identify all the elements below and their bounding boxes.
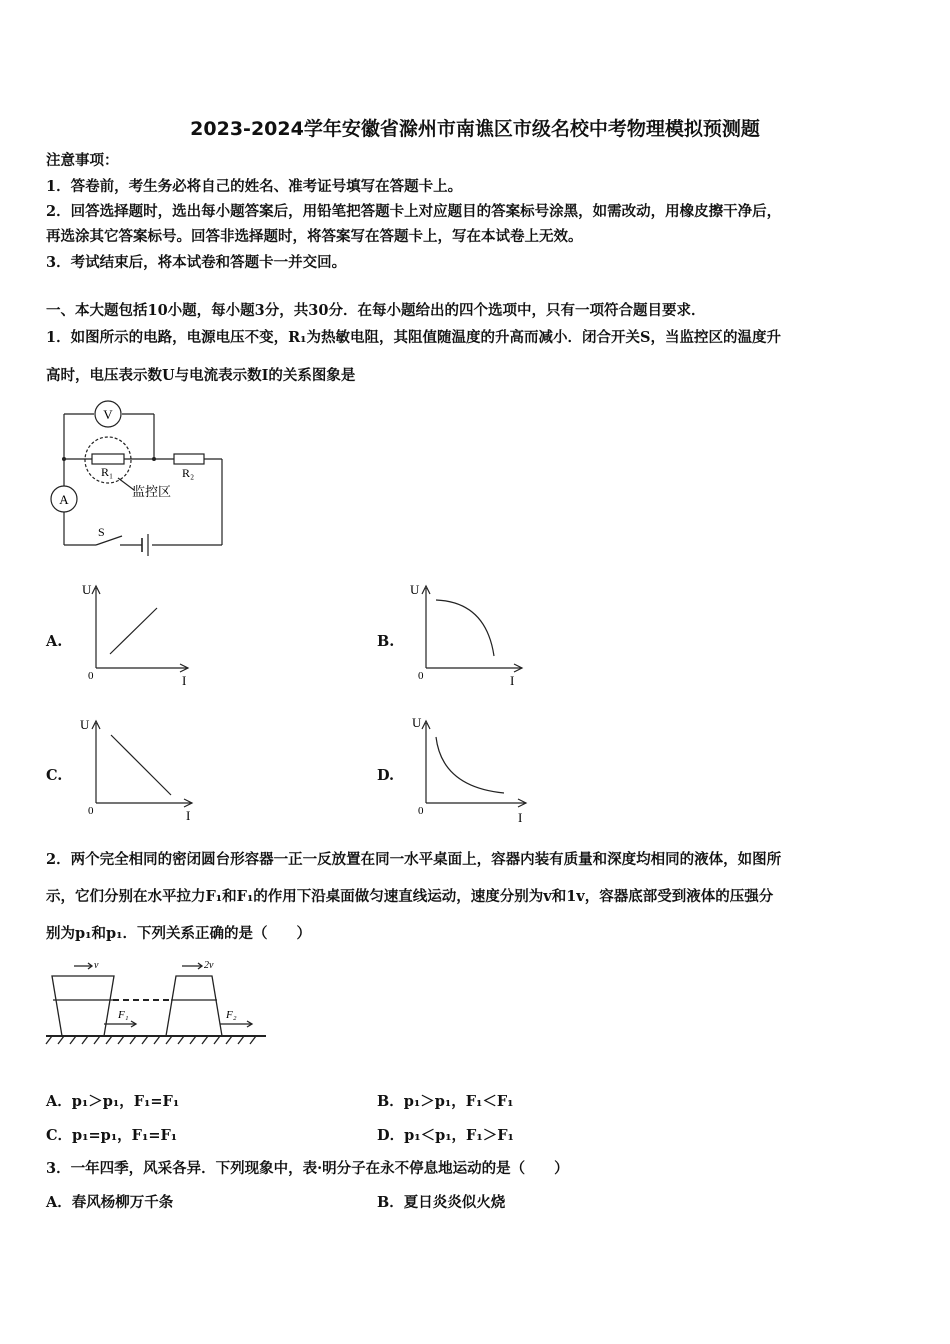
q1-graph-a [78,578,198,690]
q1-option-b[interactable]: B. [377,633,395,650]
q1-graph-d [408,713,538,825]
axis-origin-label: 0 [88,805,94,817]
axis-i-label: I [510,673,515,688]
velocity-2v-label: 2v [204,960,214,971]
section-heading: 一、本大题包括10小题，每小题3分，共30分．在每小题给出的四个选项中，只有一项符合题目要求． [46,302,706,319]
axis-origin-label: 0 [88,670,94,682]
axis-u-label: U [82,582,92,597]
q3-option-a[interactable]: A．春风杨柳万千条 [46,1194,174,1211]
q1-option-a[interactable]: A. [46,633,63,650]
axis-origin-label: 0 [418,805,424,817]
q2-option-a[interactable]: A．p₁＞p₁，F₁=F₁ [46,1093,180,1110]
notice-item: 2．回答选择题时，选出每小题答案后，用铅笔把答题卡上对应题目的答案标号涂黑，如需改动，用橡皮擦干净后， [46,203,782,220]
axis-origin-label: 0 [418,670,424,682]
q1-text: 高时，电压表示数U与电流表示数I的关系图象是 [46,367,356,384]
axis-i-label: I [182,673,187,688]
r2-label: R₂ [182,466,195,480]
voltmeter-label: V [103,407,113,422]
q2-text: 2．两个完全相同的密闭圆台形容器一正一反放置在同一水平桌面上，容器内装有质量和深度均相同的液体，如图所 [46,851,782,868]
switch-label: S [98,525,105,539]
velocity-v-label: v [94,960,99,971]
axis-i-label: I [518,810,523,825]
axis-u-label: U [412,715,422,730]
q2-option-d[interactable]: D．p₁＜p₁，F₁＞F₁ [377,1127,514,1144]
q1-circuit-diagram [44,398,234,558]
q2-text: 别为p₁和p₁．下列关系正确的是（ ） [46,925,311,942]
r1-label: R₁ [101,465,114,479]
q2-containers-figure [44,956,269,1058]
axis-i-label: I [186,808,191,823]
q2-option-b[interactable]: B．p₁＞p₁，F₁＜F₁ [377,1093,514,1110]
notice-heading: 注意事项： [46,152,119,169]
axis-u-label: U [410,582,420,597]
q3-text: 3．一年四季，风采各异．下列现象中，表·明分子在永不停息地运动的是（ ） [46,1160,569,1177]
q1-option-c[interactable]: C. [46,767,63,784]
notice-item: 再选涂其它答案标号。回答非选择题时，将答案写在答题卡上，写在本试卷上无效。 [46,228,583,245]
ammeter-label: A [59,492,69,507]
q1-option-d[interactable]: D. [377,767,395,784]
q1-graph-c [78,713,203,825]
notice-item: 3．考试结束后，将本试卷和答题卡一并交回。 [46,254,347,271]
q2-option-c[interactable]: C．p₁=p₁，F₁=F₁ [46,1127,178,1144]
monitor-zone-label: 监控区 [132,484,172,499]
page-title: 2023-2024学年安徽省滁州市南谯区市级名校中考物理模拟预测题 [190,118,760,140]
force-f2-label: F₂ [226,1009,237,1021]
q1-graph-b [408,578,533,690]
q3-option-b[interactable]: B．夏日炎炎似火烧 [377,1194,506,1211]
notice-item: 1．答卷前，考生务必将自己的姓名、准考证号填写在答题卡上。 [46,178,463,195]
axis-u-label: U [80,717,90,732]
force-f1-label: F₁ [118,1009,129,1021]
q1-text: 1．如图所示的电路，电源电压不变，R₁为热敏电阻，其阻值随温度的升高而减小．闭合开关S，当监控区的温度升 [46,329,781,346]
q2-text: 示，它们分别在水平拉力F₁和F₁的作用下沿桌面做匀速直线运动，速度分别为v和1v，容器底部受到液体的压强分 [46,888,774,905]
